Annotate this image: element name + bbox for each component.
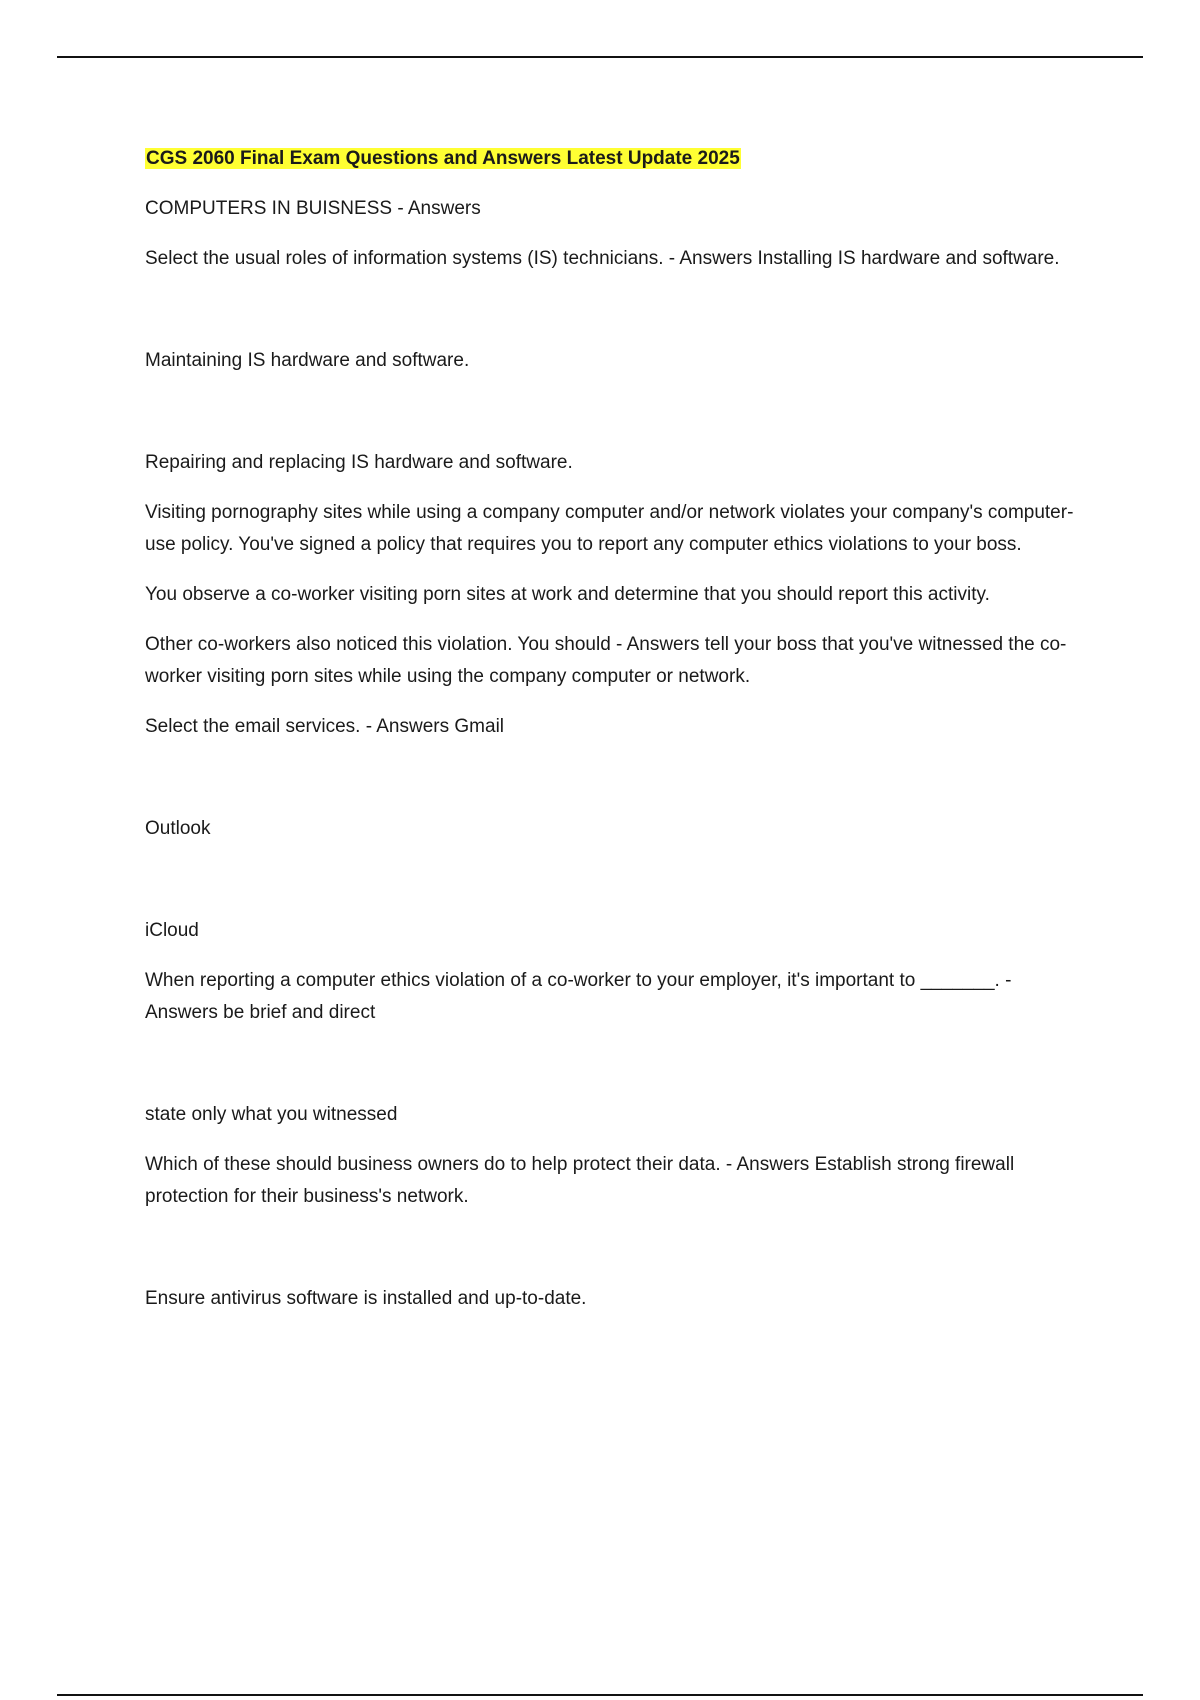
paragraph: Which of these should business owners do to help protect their data. - Answers Establish strong firewall protection for their business's network.: [145, 1154, 1015, 1207]
paragraph: Visiting pornography sites while using a company computer and/or network violates your company's computer-use policy. You've signed a policy that requires you to report any computer ethics violations to your boss.: [145, 502, 1074, 555]
paragraph: iCloud: [145, 920, 199, 941]
document-body: [145, 143, 1080, 1333]
top-rule: [57, 56, 1143, 58]
document-title: CGS 2060 Final Exam Questions and Answers Latest Update 2025: [146, 148, 740, 169]
paragraph: Outlook: [145, 818, 211, 839]
paragraph: Other co-workers also noticed this violation. You should - Answers tell your boss that you've witnessed the co-worker visiting porn sites while using the company computer or network.: [145, 634, 1067, 687]
paragraph: Maintaining IS hardware and software.: [145, 350, 470, 371]
paragraph: When reporting a computer ethics violation of a co-worker to your employer, it's important to _______. - Answers be brief and direct: [145, 970, 1012, 1023]
paragraph: You observe a co-worker visiting porn sites at work and determine that you should report this activity.: [145, 584, 990, 605]
paragraph: Ensure antivirus software is installed and up-to-date.: [145, 1288, 587, 1309]
paragraph: Select the usual roles of information systems (IS) technicians. - Answers Installing IS hardware and software.: [145, 248, 1060, 269]
paragraph: state only what you witnessed: [145, 1104, 398, 1125]
bottom-rule: [57, 1694, 1143, 1696]
paragraph: Select the email services. - Answers Gmail: [145, 716, 505, 737]
title-line: [145, 143, 1080, 175]
paragraph: COMPUTERS IN BUISNESS - Answers: [145, 198, 481, 219]
paragraph: Repairing and replacing IS hardware and software.: [145, 452, 573, 473]
